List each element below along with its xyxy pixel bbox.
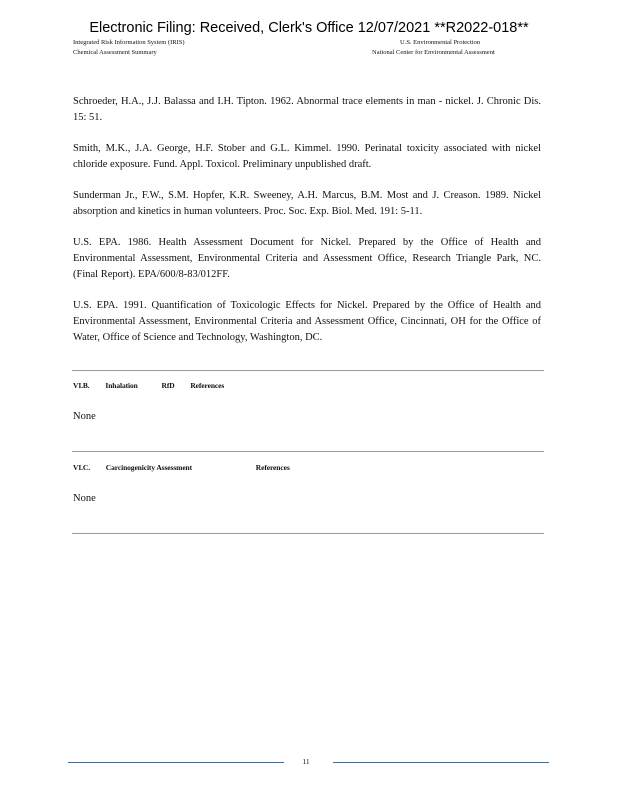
header-system-name: Integrated Risk Information System (IRIS): [73, 39, 185, 46]
header-left: [73, 38, 185, 58]
section-title: Carcinogenicity Assessment: [105, 463, 193, 472]
reference-item: Smith, M.K., J.A. George, H.F. Stober and G.L. Kimmel. 1990. Perinatal toxicity associated with nickel chloride exposure. Fund. Appl. Toxicol. Preliminary unpublished draft.: [73, 143, 541, 170]
reference-item: Schroeder, H.A., J.J. Balassa and I.H. Tipton. 1962. Abnormal trace elements in man - nickel. J. Chronic Dis. 15: 51.: [73, 96, 541, 123]
section-title: Inhalation: [105, 381, 138, 390]
section-body-inhalation: None: [73, 411, 96, 422]
section-references-label: References: [255, 463, 290, 472]
section-subject: RfD: [161, 381, 175, 390]
reference-item: U.S. EPA. 1991. Quantification of Toxicologic Effects for Nickel. Prepared by the Office of Health and Environmental Assessment, Environmental Criteria and Assessment Office, Cincinnati, OH for the Office of Water, Office of Science and Technology, Washington, DC.: [73, 300, 541, 343]
footer-rule-left: [68, 762, 284, 763]
header-summary-type: Chemical Assessment Summary: [73, 49, 157, 56]
section-heading-inhalation: [73, 381, 224, 390]
section-references-label: References: [190, 381, 225, 390]
section-number: VI.C.: [73, 463, 91, 472]
reference-list: [73, 94, 541, 361]
section-number: VI.B.: [73, 381, 90, 390]
section-divider: [72, 451, 544, 452]
header-center: National Center for Environmental Assessment: [372, 49, 495, 56]
section-divider: [72, 370, 544, 371]
section-heading-carcinogenicity: [73, 463, 290, 472]
reference-item: Sunderman Jr., F.W., S.M. Hopfer, K.R. Sweeney, A.H. Marcus, B.M. Most and J. Creason. 1989. Nickel absorption and kinetics in human volunteers. Proc. Soc. Exp. Biol. Med. 191: 5-11.: [73, 190, 541, 217]
footer-rule-right: [333, 762, 549, 763]
header-agency: U.S. Environmental Protection: [400, 39, 481, 46]
page-number: 11: [302, 757, 310, 766]
reference-item: U.S. EPA. 1986. Health Assessment Document for Nickel. Prepared by the Office of Health and Environmental Assessment, Environmental Criteria and Assessment Office, Research Triangle Park, NC. (Final Report). EPA/600/8-83/012FF.: [73, 237, 541, 280]
section-divider: [72, 533, 544, 534]
header-right: [372, 38, 495, 58]
filing-stamp: Electronic Filing: Received, Clerk's Office 12/07/2021 **R2022-018**: [89, 20, 529, 36]
section-body-carcinogenicity: None: [73, 493, 96, 504]
